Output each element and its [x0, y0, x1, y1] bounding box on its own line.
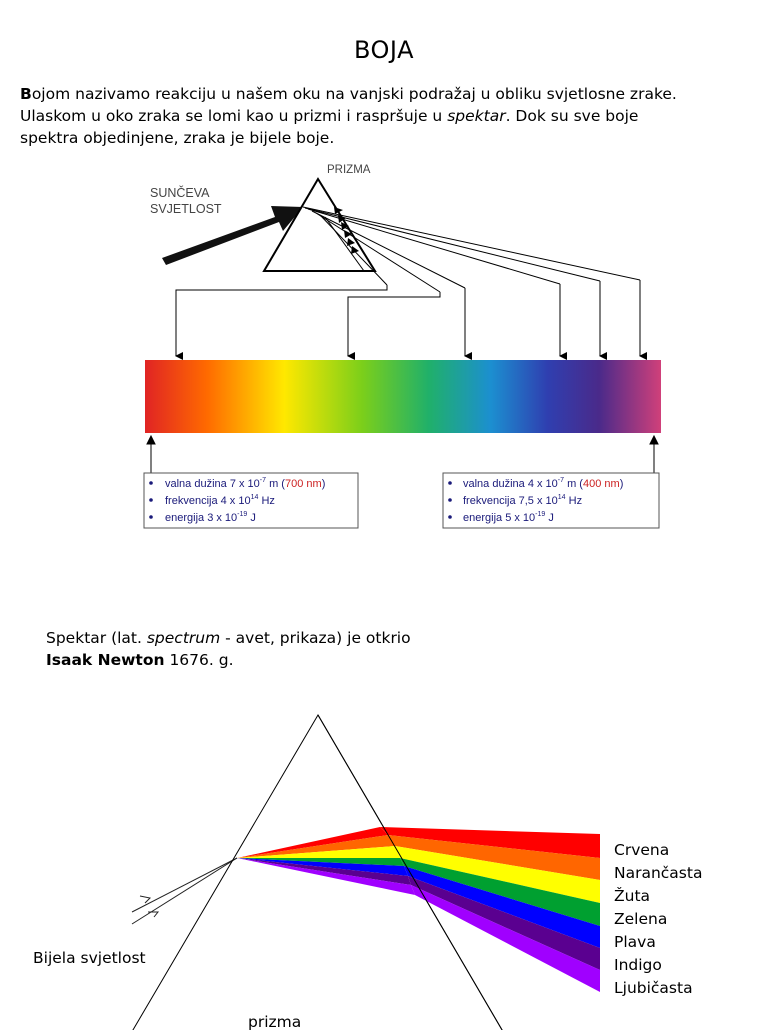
prism-label-bottom: prizma [248, 1013, 302, 1030]
history-paragraph [46, 627, 646, 671]
bands-exiting-prism [380, 827, 600, 992]
color-label-indigo: Indigo [614, 956, 662, 974]
prism-label-top: PRIZMA [327, 164, 371, 176]
history-line-2 [46, 649, 646, 671]
intro-line-2b: . Dok su sve boje [505, 107, 639, 125]
history-text-b: - avet, prikaza) je otkrio [220, 629, 411, 647]
intro-line-1-text: ojom nazivamo reakciju u našem oku na vanjski podražaj u obliku svjetlosne zrake. [31, 85, 677, 103]
spectrum-bar [145, 360, 661, 433]
right-energy: energija 5 x $10^{-19}$ J [463, 511, 554, 524]
right-frequency: frekvencija 7,5 x $10^{14}$ Hz [463, 494, 583, 507]
history-term-spectrum: spectrum [146, 629, 221, 647]
left-frequency: frekvencija 4 x $10^{14}$ Hz [165, 494, 275, 507]
intro-line-1 [20, 83, 720, 105]
color-labels [614, 841, 702, 997]
color-label-violet: Ljubičasta [614, 979, 693, 997]
intro-line-2a: Ulaskom u oko zraka se lomi kao u prizmi i raspršuje u [20, 107, 448, 125]
left-wavelength: valna dužina 7 x $10^{-7}$ m (700 nm) [165, 477, 326, 490]
intro-paragraph [20, 83, 720, 149]
spectrum-diagram [0, 160, 768, 530]
sunlight-label-2: SVJETLOST [150, 202, 222, 216]
right-wavelength: valna dužina 4 x $10^{-7}$ m (400 nm) [463, 477, 624, 490]
history-line-1 [46, 627, 646, 649]
history-text-a: Spektar (lat. [46, 629, 147, 647]
box-up-arrows [147, 436, 658, 474]
left-info-box [144, 473, 358, 528]
intro-line-3: spektra objedinjene, zraka je bijele boje. [20, 129, 335, 147]
intro-line-2 [20, 105, 720, 127]
intro-term-spektar: spektar [447, 107, 506, 125]
newton-prism-diagram [0, 700, 768, 1030]
sunlight-label-1: SUNČEVA [150, 186, 210, 200]
white-light-label: Bijela svjetlost [33, 949, 146, 967]
left-energy: energija 3 x $10^{-19}$ J [165, 511, 256, 524]
color-label-orange: Narančasta [614, 864, 703, 882]
bands-inside-prism [237, 827, 415, 895]
page-title: BOJA [353, 36, 414, 64]
color-label-red: Crvena [614, 841, 670, 859]
color-label-blue: Plava [614, 933, 656, 951]
history-name: Isaak Newton [46, 651, 165, 669]
right-info-box [443, 473, 659, 528]
history-text-c: 1676. g. [164, 651, 234, 669]
incoming-white-light [132, 858, 237, 924]
color-label-green: Zelena [614, 910, 668, 928]
color-label-yellow: Žuta [614, 887, 651, 905]
spectrum-connectors [176, 280, 640, 356]
intro-first-letter: B [20, 85, 32, 103]
